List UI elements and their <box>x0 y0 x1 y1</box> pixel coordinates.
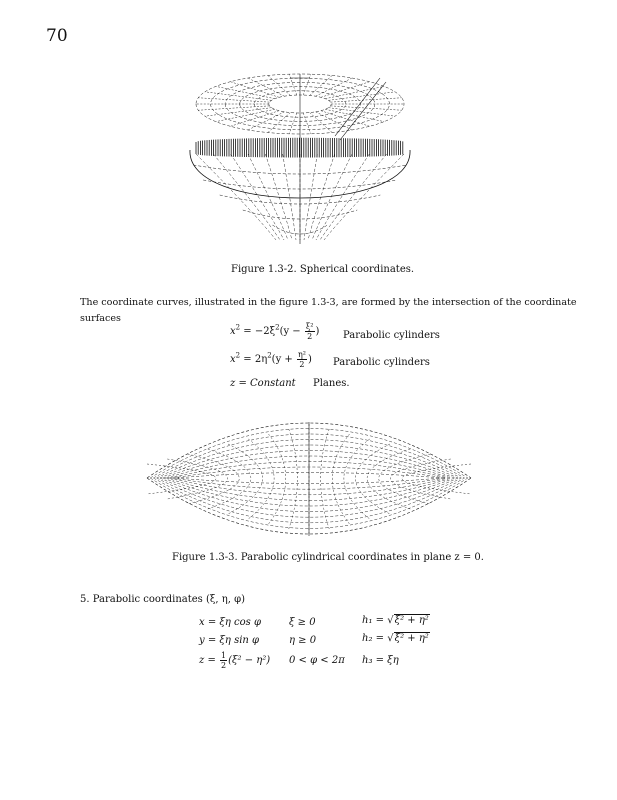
xi-curve <box>402 464 471 494</box>
eq2-rhs-a: = 2η <box>240 354 268 365</box>
paragraph-line-1: The coordinate curves, illustrated in the figure 1.3-3, are formed by the intersection of the coordinate <box>80 297 577 308</box>
spherical-coordinates-figure <box>180 64 440 254</box>
row2-scale-factor: h₂ = √ξ² + η² <box>362 633 429 644</box>
row3-scale-factor: h₃ = ξη <box>362 655 399 666</box>
xi-curve <box>367 449 410 509</box>
meridian-line <box>303 113 311 134</box>
row3-fraction <box>220 651 227 670</box>
section-5-heading: 5. Parabolic coordinates (ξ, η, φ) <box>80 594 245 605</box>
paragraph <box>80 295 577 327</box>
eq2-frac-num: η² <box>297 350 306 359</box>
surface-name-3: Planes. <box>313 378 350 389</box>
row3-frac-num: 1 <box>221 651 227 660</box>
eq1-lhs: x <box>230 326 236 337</box>
row3-condition: 0 < φ < 2π <box>289 655 345 666</box>
parabolic-cylindrical-figure <box>145 418 473 540</box>
row2-condition: η ≥ 0 <box>289 635 317 646</box>
eq1-rhs-a: = −2ξ <box>240 326 276 337</box>
xi-curve <box>208 449 251 509</box>
bowl-meridian <box>213 154 280 240</box>
meridian-line <box>230 111 279 127</box>
row1-equation: x = ξη cos φ <box>199 617 261 628</box>
xi-curve <box>248 439 274 519</box>
meridian-line <box>303 74 311 95</box>
bowl-meridian <box>320 154 387 240</box>
xi-curve <box>147 464 216 494</box>
xi-curve <box>344 439 370 519</box>
meridian-line <box>329 92 396 101</box>
xi-curve <box>332 434 349 524</box>
eq2-rhs-exp: 2 <box>267 351 272 360</box>
xi-curve <box>379 454 431 504</box>
equation-parabolic-cylinder-1 <box>230 322 319 341</box>
bowl-meridian <box>283 154 296 240</box>
xi-curve <box>228 444 263 514</box>
eq1-rhs-b: (y − <box>279 326 304 337</box>
xi-curve <box>356 444 391 514</box>
row3-eq-pre: z = <box>199 655 220 666</box>
row2-equation: y = ξη sin φ <box>199 635 260 646</box>
row2-scale-label: h₂ = <box>362 633 388 644</box>
bowl-meridian <box>304 154 317 240</box>
eq2-lhs: x <box>230 354 236 365</box>
bowl-meridian <box>324 154 404 240</box>
bowl-meridian <box>248 154 288 240</box>
eq2-rhs-c: ) <box>307 354 312 365</box>
meridian-line <box>289 113 297 134</box>
meridian-line <box>248 112 284 130</box>
figure-1-3-3-caption: Figure 1.3-3. Parabolic cylindrical coordinates in plane z = 0. <box>172 552 484 563</box>
row2-scale-radicand: ξ² + η² <box>394 633 429 644</box>
xi-curve <box>269 434 286 524</box>
bowl-meridian <box>196 154 276 240</box>
row3-eq-post: (ξ² − η²) <box>228 655 271 666</box>
row1-scale-label: h₁ = <box>362 615 388 626</box>
row1-scale-factor: h₁ = √ξ² + η² <box>362 615 429 626</box>
xi-curve <box>289 429 298 529</box>
meridian-line <box>310 75 332 95</box>
meridian-line <box>205 108 272 117</box>
eq2-lhs-exp: 2 <box>235 351 241 360</box>
equation-parabolic-cylinder-2 <box>230 350 312 369</box>
surface-name-2: Parabolic cylinders <box>333 357 430 368</box>
eq2-frac-den: 2 <box>299 360 305 369</box>
eq2-fraction <box>297 350 307 369</box>
eq1-rhs-c: ) <box>315 326 320 337</box>
eq1-fraction <box>305 322 315 341</box>
row1-scale-radicand: ξ² + η² <box>394 615 429 626</box>
eq2-rhs-b: (y + <box>271 354 296 365</box>
surface-name-1: Parabolic cylinders <box>343 330 440 341</box>
eq3-constant: Constant <box>250 378 296 389</box>
figure-1-3-2-caption: Figure 1.3-2. Spherical coordinates. <box>231 264 415 275</box>
equation-planes <box>230 378 296 389</box>
eq1-frac-num: ξ² <box>305 322 314 331</box>
bowl-meridian <box>312 154 352 240</box>
xi-curve <box>188 454 240 504</box>
page-number: 70 <box>46 26 68 46</box>
paragraph-line-2: surfaces <box>80 313 121 324</box>
row3-equation <box>199 651 270 670</box>
eq1-rhs-exp: 2 <box>275 323 280 332</box>
xi-curve <box>321 429 330 529</box>
eq3-lhs: z = <box>230 378 251 389</box>
meridian-line <box>321 111 370 127</box>
row3-frac-den: 2 <box>221 661 227 670</box>
eq1-frac-den: 2 <box>307 332 313 341</box>
meridian-line <box>289 74 297 95</box>
eq1-lhs-exp: 2 <box>235 323 241 332</box>
meridian-line <box>268 113 290 133</box>
cut-line <box>335 78 380 136</box>
row1-condition: ξ ≥ 0 <box>289 617 316 628</box>
